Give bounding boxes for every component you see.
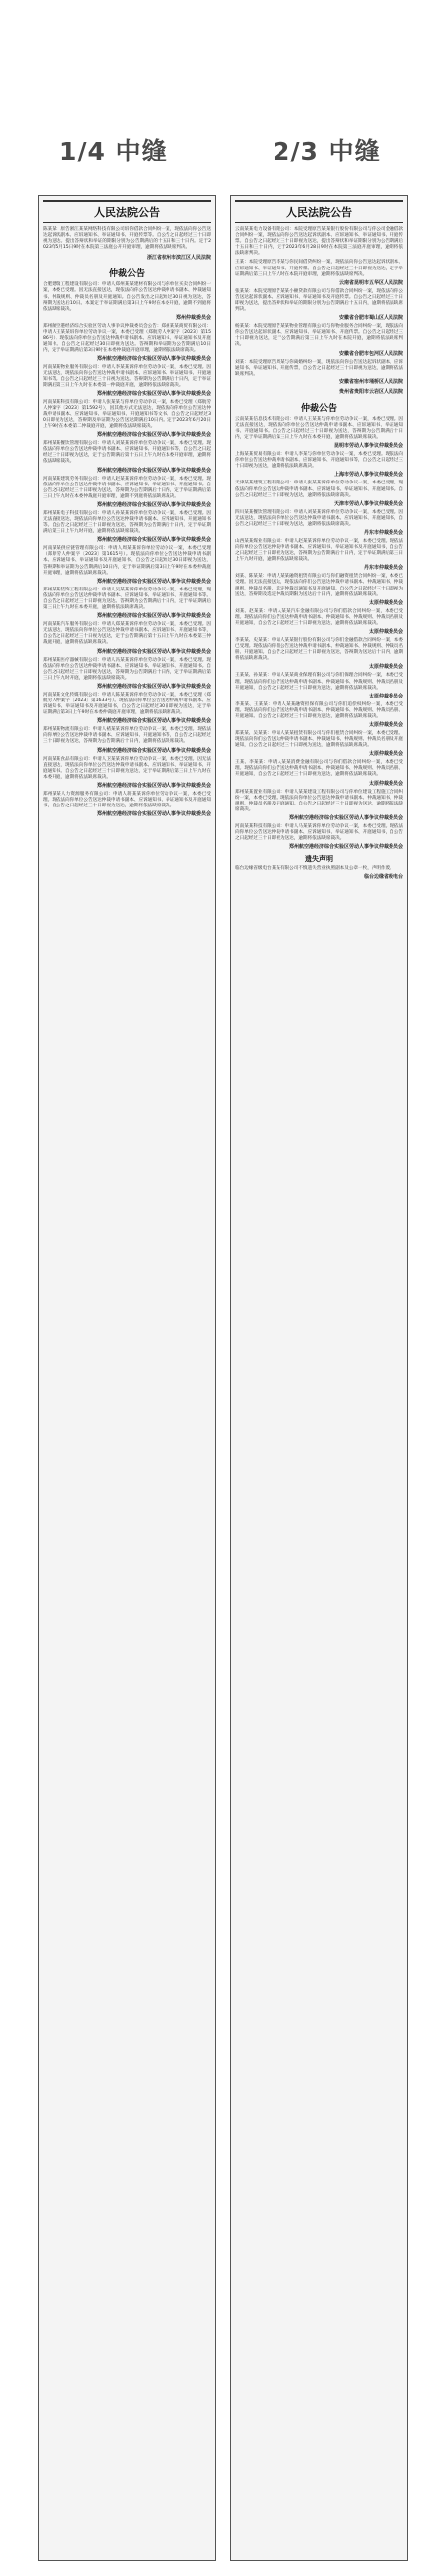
notice-entry-issuer: 郑州航空港经济综合实验区劳动人事争议仲裁委员会 [96,467,211,474]
notice-entry-text: 河南某某物业服务有限公司：申请人李某某诉你单位劳动争议一案，本委已受理。因无法送达，现依法向你公告送达仲裁申请书副本、应诉通知书、举证通知书、开庭通知书等。自公告之日起经过三十日视为送达。答辩期为公告期满后十日内，定于举证期满后第三日上午九时在本委第一仲裁庭开庭，逾期将依法缺席裁决。 [43,365,211,388]
notice-entry-issuer: 丹东市仲裁委员会 [363,565,403,572]
notice-entry-issuer: 郑州航空港经济综合实验区劳动人事争议仲裁委员会 [96,683,211,690]
notice-entry-issuer: 郑州航空港经济综合实验区劳动人事争议仲裁委员会 [96,718,211,725]
notice-entry-text: 郑州某某置业有限公司：申请人某某建设工程有限公司与你单位建设工程施工合同纠纷一案，本委已受理。现依法向你单位公告送达仲裁申请书副本、仲裁通知书、仲裁规则、仲裁员名册及开庭通知。自公告之日起经过三十日即视为送达，逾期将依法缺席裁决。 [235,789,403,812]
notice-entry-text: 河南某某汽车服务有限公司：申请人郑某某诉你单位劳动争议一案，本委已受理。因无法送达，现依法向你单位公告送达仲裁申请书副本、应诉通知书、开庭通知书等，自公告之日起经过三十日视为送达，定于公告期满后第十五日上午九时在本委第三仲裁庭开庭，逾期将依法缺席裁决。 [43,622,211,646]
notice-entry [235,673,403,698]
notice-entry-issuer: 浙江省杭州市滨江区人民法院 [146,255,211,262]
notice-entry [43,441,211,473]
notice-entry-text: 上海某某贸易有限公司：申请人李某与你单位劳动争议一案，本委已受理。现依法向你单位公告送达仲裁申请书副本、应诉通知书、开庭通知书等，自公告之日起经过三十日即视为送达，逾期将依法缺席裁决。 [235,452,403,470]
notice-entry-text: 李某某、史某某：申请人某某银行股份有限公司与你们金融借款合同纠纷一案，本委已受理。现依法向你们公告送达仲裁申请书副本、仲裁通知书、仲裁规则、仲裁员名册、开庭通知。自公告之日起经过三十日即视为送达，答辩期为送达后十日内，逾期将依法缺席裁决。 [235,638,403,662]
notice-entry [43,588,211,619]
notice-entry-issuer: 安徽省合肥市包河区人民法院 [338,350,403,357]
notice-entry-issuer: 郑州航空港经济综合实验区劳动人事争议仲裁委员会 [288,814,403,821]
notice-entry-issuer: 贵州省贵阳市云岩区人民法院 [338,388,403,395]
notice-entry-text: 李某某、王某某：申请人某某融资担保有限公司与你们追偿权纠纷一案，本委已受理。现依法向你们公告送达仲裁申请书副本、仲裁通知书、仲裁规则、仲裁员名册、开庭通知。自公告之日起经过三十日即视为送达，逾期将依法缺席裁决。 [235,701,403,719]
right-notice-title: 人民法院公告 [235,200,403,223]
notice-entry-text: 河南某某供应链管理有限公司：申请人周某某诉你单位劳动争议一案，本委已受理（郑航劳人仲案字〔2023〕第1615号）。现依法向你单位公告送达仲裁申请书副本、应诉通知书、举证通知书及开庭通知书，自公告之日起经过30日即视为送达，答辩期和举证期为公告期满后10日内，定于举证期满后第3日上午9时在本委仲裁庭开庭审理，逾期将依法缺席裁决。 [43,546,211,576]
notice-entry [235,481,403,506]
notice-entry [235,289,403,321]
notice-entry-text: 刘某、陈某某：申请人某某融资租赁有限公司与你们融资租赁合同纠纷一案，本委已受理。因无法直接送达，现依法向你们公告送达仲裁申请书副本、仲裁通知书、仲裁规则、仲裁员名册、选定仲裁员通知书及开庭通知。自公告之日起经过三十日即视为送达，答辩期及选定仲裁员期限为送达后十日内，逾期将依法缺席裁决。 [235,574,403,597]
notice-entry-issuer: 郑州航空港经济综合实验区劳动人事争议仲裁委员会 [96,432,211,439]
notice-entry [235,360,403,385]
left-court-entries [43,227,211,261]
notice-entry-text: 杨某某：本院受理原告某某物业管理有限公司与你物业服务合同纠纷一案，现依法向你公告送达起诉状副本、应诉通知书、举证通知书、开庭传票。自公告之日起经过三十日即视为送达，定于公告期满后第三日上午九时在本院开庭，逾期将依法缺席判决。 [235,324,403,348]
notice-entry [235,609,403,635]
notice-entry-issuer: 郑州航空港经济综合实验区劳动人事争议仲裁委员会 [288,844,403,851]
notice-entry-text: 河南某某科技有限公司：申请人张某某与你单位劳动争议一案，本委已受理（郑航劳人仲案字〔2023〕第1592号），因其他方式无法送达，现依法向你单位公告送达仲裁申请书副本、应诉通知书、举证通知书、开庭通知书等文书。自公告之日起经过30日即视为送达，答辩期及举证期为公告送达期满后10日内。定于2023年6月20日上午9时在本委第二仲裁庭开庭，逾期将依法缺席裁决。 [43,399,211,430]
notice-entry-issuer: 太原仲裁委员会 [368,664,403,671]
notice-entry-issuer: 太原仲裁委员会 [368,721,403,728]
notice-entry-issuer: 安徽省合肥市蜀山区人民法院 [338,315,403,322]
notice-entry-text: 陈某某：原告浙江某某网络科技有限公司诉你借款合同纠纷一案，现依法向你公告送达起诉状副本、应诉通知书、举证通知书、开庭传票等。自公告之日起经过三十日即视为送达。提出答辩状和举证的期限分别为公告期满后的十五日和三十日内。定于2023年5月15日9时在本院第三法庭公开开庭审理，逾期将依法缺席判决。 [43,227,211,251]
notice-entry-issuer: 郑州航空港经济综合实验区劳动人事争议仲裁委员会 [96,578,211,585]
notice-entry [43,511,211,543]
notice-entry [235,260,403,285]
notice-entry-text: 四川某某餐饮管理有限公司：申请人刘某某诉你单位劳动争议一案，本委已受理。因无法送达，现依法向你单位公告送达仲裁申请书副本、应诉通知书、开庭通知书，自公告之日起经过三十日即视为送达，逾期将依法缺席裁决。 [235,509,403,527]
notice-entry-text: 郑州某某电子科技有限公司：申请人孙某某诉你单位劳动争议一案，本委已受理。因无法直接送达，现依法向你单位公告送达仲裁申请书副本、应诉通知书、开庭通知书等。自公告之日起经过三十日即视为送达，答辩期为公告期满后十日内，定于举证期满后第三日上午九时开庭，逾期将依法缺席裁决。 [43,510,211,535]
notice-entry-text: 河南某某建筑劳务有限公司：申请人赵某某诉你单位劳动争议一案，本委已受理。现依法向你单位公告送达仲裁申请书副本、应诉通知书、举证通知书、开庭通知书。自公告之日起经过三十日即视为送达，答辩期为公告期满后十日内，定于举证期满后第三日上午九时在本委仲裁庭开庭审理，逾期不到庭将依法缺席裁决。 [43,476,211,499]
notice-entry-issuer: 郑州航空港经济综合实验区劳动人事争议仲裁委员会 [96,537,211,544]
notice-entry-issuer: 上海市劳动人事争议仲裁委员会 [333,472,403,479]
notice-entry [235,574,403,605]
right-arbitration-entries [235,417,403,850]
notice-entry [235,452,403,478]
notice-entry-text: 河南某某食品有限公司：申请人卫某某诉你单位劳动争议一案，本委已受理。因无法直接送达，现依法向你单位公告送达仲裁申请书副本、应诉通知书、举证通知书、开庭通知书。自公告之日起经过三十日即视为送达，定于举证期满后第三日上午九时在本委开庭，逾期将依法缺席裁决。 [43,756,211,780]
notice-entry-issuer: 安徽省宿州市埇桥区人民法院 [338,378,403,385]
left-notice-title: 人民法院公告 [43,200,211,223]
notice-entry [43,324,211,362]
declaration-signer: 临台边缘省级电台 [363,874,403,881]
notice-entry [43,546,211,584]
notice-entry-text: 郑州某某人力资源服务有限公司：申请人蒋某某诉你单位劳动争议一案，本委已受理。现依法向你单位公告送达仲裁申请书副本、应诉通知书、举证通知书及开庭通知书，自公告之日起经过三十日即视为送达，逾期将依法缺席裁决。 [43,791,211,809]
notice-entry [235,731,403,757]
notice-entry-text: 天津某某建筑工程有限公司：申请人张某某诉你单位劳动争议一案，本委已受理。现依法向你单位公告送达仲裁申请书副本、应诉通知书、举证通知书、开庭通知书。自公告之日起经过三十日即视为送达，逾期将依法缺席裁决。 [235,481,403,498]
right-notice-column [230,195,408,2561]
notice-entry [43,693,211,724]
notice-entry-issuer: 太原仲裁委员会 [368,629,403,636]
notice-entry [43,400,211,438]
left-arbitration-entries [43,282,211,817]
notice-entry-text: 郑州某某物流有限公司：申请人褚某某诉你单位劳动争议一案，本委已受理。现依法向你单位公告送达仲裁申请书副本、应诉通知书、开庭通知书等，自公告之日起经过三十日即视为送达，答辩期为公告期满后十日内，逾期将依法缺席裁决。 [43,727,211,745]
notice-entry [235,638,403,670]
notice-entry [43,792,211,817]
notice-entry-issuer: 郑州航空港经济综合实验区劳动人事争议仲裁委员会 [96,648,211,655]
notice-entry [235,227,403,257]
notice-entry-issuer: 太原仲裁委员会 [368,599,403,606]
notice-entry-text: 郑某某、吴某某：申请人某某租赁有限公司与你们租赁合同纠纷一案，本委已受理。现依法向你们公告送达仲裁申请书副本、仲裁通知书、仲裁规则、仲裁员名册及开庭通知，自公告之日起经过三十日即视为送达，逾期将依法缺席裁决。 [235,730,403,749]
notice-entry-text: 郑州某某餐饮管理有限公司：申请人刘某某诉你单位劳动争议一案，本委已受理。现依法向你单位公告送达仲裁申请书副本、应诉通知书、开庭通知书等，自公告之日起经过三十日即视为送达，定于公告期满后第十五日上午九时在本委开庭审理，逾期将依法缺席裁决。 [43,441,211,465]
notice-entry-text: 合肥建瑞工程建设有限公司：申请人郑州某某建材有限公司与你单位买卖合同纠纷一案，本委已受理。因无法直接送达，现依法向你公告送达仲裁申请书副本、仲裁通知书、仲裁规则、仲裁员名册及开庭通知。自公告发出之日起经过30日视为送达，答辩期为送达后10日。本案定于举证期满后第3日上午9时在本委开庭，逾期不到庭将依法缺席裁决。 [43,282,211,312]
notice-entry [235,824,403,850]
notice-entry [235,790,403,821]
notice-entry-issuer: 太原仲裁委员会 [368,751,403,758]
notice-entry [43,757,211,789]
heading-left-fold: 1/4 中缝 [59,137,167,165]
notice-entry-text: 郑州某某装饰工程有限公司：申请人吴某某诉你单位劳动争议一案，本委已受理。现依法向你单位公告送达仲裁申请书副本、应诉通知书、举证通知书、开庭通知书等。自公告之日起经过三十日即视为送达。答辩期为公告期满后十日内，定于举证期满后第三日上午九时在本委开庭，逾期将依法缺席裁决。 [43,587,211,611]
notice-entry-issuer: 郑州航空港经济综合实验区劳动人事争议仲裁委员会 [96,747,211,754]
notice-entry-issuer: 昆明市劳动人事争议仲裁委员会 [333,443,403,450]
notice-entry [43,658,211,690]
notice-entry-issuer: 天津市劳动人事争议仲裁委员会 [333,500,403,507]
notice-entry [43,727,211,753]
notice-entry-issuer: 太原仲裁委员会 [368,780,403,787]
notice-entry-issuer: 郑州仲裁委员会 [175,314,211,321]
left-arbitration-title: 仲裁公告 [108,269,145,280]
heading-right-fold: 2/3 中缝 [273,137,381,165]
notice-entry-issuer: 云南省昆明市五华区人民法院 [338,279,403,286]
notice-entry-text: 王某、李某某：申请人某某消费金融有限公司与你们借款合同纠纷一案，本委已受理。现依法向你们公告送达仲裁申请书副本、仲裁通知书、仲裁规则、仲裁员名册、开庭通知，自公告之日起经过三十日即视为送达，逾期将依法缺席裁决。 [235,760,403,778]
notice-entry-text: 郑州航空港经济综合实验区劳动人事争议仲裁委员会公告：郑州某某商贸有限公司：申请人王某某诉你单位劳动争议一案，本委已受理（郑航劳人仲案字〔2023〕第1586号）。现依法向你单位公告送达仲裁申请书副本、应诉通知书、举证通知书及开庭通知书。自公告之日起经过30日即视为送达。答辩期和举证期为公告期满后10日内，定于举证期满后第3日9时在本委仲裁庭开庭审理，逾期将依法缺席裁决。 [43,323,211,354]
notice-entry-text: 山西某某煤业有限公司：申请人赵某某诉你单位劳动争议一案，本委已受理。现依法向你单位公告送达仲裁申请书副本、应诉通知书、举证通知书及开庭通知书，自公告之日起经过三十日即视为送达，答辩期为公告期满后十日内，定于举证期满后第三日上午九时开庭，逾期将依法缺席裁决。 [235,539,403,563]
notice-entry [43,622,211,654]
right-arbitration-title: 仲裁公告 [300,403,337,414]
notice-entry-issuer: 郑州航空港经济综合实验区劳动人事争议仲裁委员会 [96,390,211,397]
notice-entry-issuer: 太原仲裁委员会 [368,693,403,699]
notice-entry-text: 王某某、孙某某：申请人某某商业保理有限公司与你们保理合同纠纷一案，本委已受理。现依法向你们公告送达仲裁申请书副本、仲裁通知书、仲裁规则、仲裁员名册及开庭通知，自公告之日起经过三十日即视为送达，逾期将依法缺席裁决。 [235,673,403,691]
notice-entry [43,227,211,251]
notice-entry [235,388,403,395]
right-court-entries [235,227,403,395]
notice-entry [43,254,211,261]
notice-entry-text: 张某某：本院受理原告某某小额贷款有限公司与你借款合同纠纷一案，现依法向你公告送达起诉状副本、应诉通知书、举证通知书及开庭传票。自公告之日起经过三十日即视为送达，提出答辩状和举证的期限分别为公告期满后十五日内，逾期将依法缺席判决。 [235,288,403,313]
left-notice-column [38,195,216,2561]
notice-entry [235,702,403,728]
notice-entry-issuer: 郑州航空港经济综合实验区劳动人事争议仲裁委员会 [96,811,211,818]
notice-entry-issuer: 郑州航空港经济综合实验区劳动人事争议仲裁委员会 [96,501,211,508]
notice-entry-text: 刘某：本院受理原告周某与你离婚纠纷一案，现依法向你公告送达起诉状副本、应诉通知书、举证通知书、开庭传票，自公告之日起经过三十日即视为送达，逾期将依法缺席判决。 [235,359,403,376]
notice-entry [43,477,211,508]
notice-entry-issuer: 郑州航空港经济综合实验区劳动人事争议仲裁委员会 [96,613,211,620]
notice-entry [43,365,211,396]
notice-entry-issuer: 郑州航空港经济综合实验区劳动人事争议仲裁委员会 [96,356,211,363]
notice-entry-text: 刘某、赵某某：申请人某某汽车金融有限公司与你们借款合同纠纷一案，本委已受理。现依法向你们公告送达仲裁申请书副本、仲裁通知书、仲裁规则、仲裁员名册及开庭通知，自公告之日起经过三十日即视为送达，逾期将依法缺席裁决。 [235,608,403,626]
notice-entry [43,282,211,320]
notice-entry-issuer: 郑州航空港经济综合实验区劳动人事争议仲裁委员会 [96,782,211,789]
notice-entry-text: 河南某某文化传媒有限公司：申请人陈某某诉你单位劳动争议一案，本委已受理（郑航劳人仲案字〔2023〕第1633号）。现依法向你单位公告送达仲裁申请书副本、应诉通知书、举证通知书及开庭通知书，自公告之日起经过30日即视为送达，定于举证期满后第3日上午9时在本委仲裁庭开庭审理，逾期将依法缺席裁决。 [43,692,211,716]
notice-entry [235,417,403,449]
notice-entry-text: 河南某某科技有限公司：申请人马某某诉你单位劳动争议一案，本委已受理。现依法向你单位公告送达仲裁申请书副本、应诉通知书、举证通知书、开庭通知书，自公告之日起经过三十日即视为送达，逾期将依法缺席裁决。 [235,823,403,842]
notice-entry-text: 云南某某信息技术有限公司：申请人王某某与你单位劳动争议一案，本委已受理。因无法直接送达，现依法向你单位公告送达仲裁申请书副本、应诉通知书、举证通知书、开庭通知书。自公告之日起经过三十日即视为送达，答辩期为公告期满后十日内，定于举证期满后第三日上午九时在本委开庭，逾期将依法缺席裁决。 [235,416,403,441]
notice-entry [235,324,403,356]
notice-entry [235,760,403,786]
notice-entry [235,510,403,536]
notice-entry [235,539,403,571]
declaration-text: 临台边缘省级电台某某有限公司不慎遗失营业执照副本及公章一枚，声明作废。 [235,866,394,872]
declaration-title: 遗失声明 [305,855,333,864]
notice-entry-text: 王某：本院受理原告李某与你民间借贷纠纷一案，现依法向你公告送达起诉状副本、应诉通知书、举证通知书、开庭传票。自公告之日起经过三十日即视为送达，定于举证期满后第三日上午九时在本院开庭审理，逾期将依法缺席判决。 [235,260,403,277]
notice-entry-text: 郑州某某医疗器械有限公司：申请人冯某某诉你单位劳动争议一案，本委已受理。现依法向你单位公告送达仲裁申请书副本、应诉通知书、举证通知书、开庭通知书。自公告之日起经过三十日即视为送达，答辩期为公告期满后十日内，定于举证期满后第三日上午九时开庭，逾期将依法缺席裁决。 [43,657,211,681]
notice-entry-text: 云南某某电力设备有限公司：本院受理原告某某银行股份有限公司与你公司金融借款合同纠纷一案，现依法向你公告送达起诉状副本、应诉通知书、举证通知书、开庭传票。自公告之日起经过三十日即视为送达，提出答辩状和举证期限分别为公告期满后十五日和三十日内，定于2023年6月28日9时在本院第三法庭开庭审理，逾期将依法缺席判决。 [235,227,403,257]
notice-entry-issuer: 丹东市仲裁委员会 [363,530,403,536]
